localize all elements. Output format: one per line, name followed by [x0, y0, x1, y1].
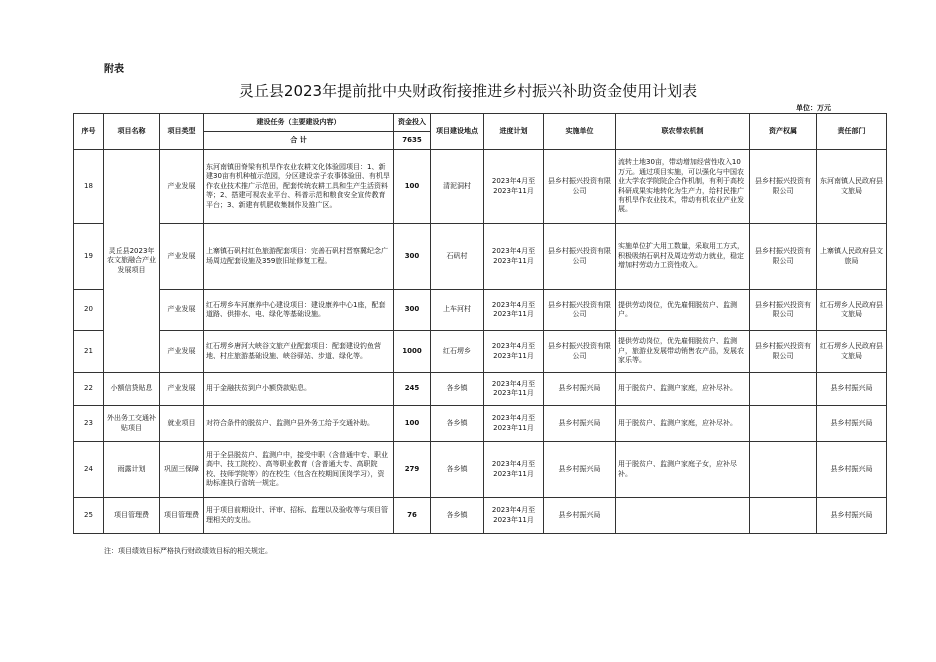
cell-department: 县乡村振兴局	[817, 498, 887, 534]
cell-implementer: 县乡村振兴局	[544, 406, 616, 442]
header-implementer: 实施单位	[544, 114, 616, 150]
cell-task: 对符合条件的脱贫户、监测户县外务工给予交通补助。	[204, 406, 394, 442]
cell-schedule: 2023年4月至2023年11月	[484, 406, 544, 442]
cell-ownership: 县乡村振兴投资有限公司	[750, 290, 817, 331]
cell-seq: 24	[74, 442, 104, 498]
cell-schedule: 2023年4月至2023年11月	[484, 442, 544, 498]
cell-type: 产业发展	[160, 224, 204, 290]
cell-implementer: 县乡村振兴投资有限公司	[544, 290, 616, 331]
header-seq: 序号	[74, 114, 104, 150]
total-label: 合 计	[204, 132, 394, 150]
page-title: 灵丘县2023年提前批中央财政衔接推进乡村振兴补助资金使用计划表	[238, 82, 698, 100]
cell-location: 各乡镇	[431, 498, 484, 534]
header-schedule: 进度计划	[484, 114, 544, 150]
cell-location: 各乡镇	[431, 406, 484, 442]
cell-location: 各乡镇	[431, 373, 484, 406]
cell-project-name: 外出务工交通补贴项目	[104, 406, 160, 442]
cell-type: 项目管理费	[160, 498, 204, 534]
header-department: 责任部门	[817, 114, 887, 150]
cell-department: 东河南镇人民政府县文旅局	[817, 150, 887, 224]
cell-ownership: 县乡村振兴投资有限公司	[750, 150, 817, 224]
cell-ownership	[750, 442, 817, 498]
cell-department: 红石塄乡人民政府县文旅局	[817, 331, 887, 373]
cell-mechanism: 流转土地30亩，带动增加经营性收入10万元。通过项目实施，可以强化与中国农业大学农学院院企合作机制，有利于高校科研成果实地转化为生产力，给村民推广有机旱作农业技术，带动有机农业产业发展。	[616, 150, 750, 224]
footnote: 注：项目绩效目标严格执行财政绩效目标的相关规定。	[104, 547, 272, 555]
cell-funds: 1000	[394, 331, 431, 373]
cell-type: 产业发展	[160, 331, 204, 373]
total-value: 7635	[394, 132, 431, 150]
cell-seq: 23	[74, 406, 104, 442]
cell-funds: 100	[394, 150, 431, 224]
header-task: 建设任务（主要建设内容）	[204, 114, 394, 132]
header-ownership: 资产权属	[750, 114, 817, 150]
cell-department: 县乡村振兴局	[817, 373, 887, 406]
cell-funds: 76	[394, 498, 431, 534]
cell-schedule: 2023年4月至2023年11月	[484, 331, 544, 373]
cell-implementer: 县乡村振兴局	[544, 498, 616, 534]
table-row	[74, 224, 887, 290]
table-row	[74, 498, 887, 534]
cell-task: 上寨镇石矾村红色旅游配套项目：完善石矾村晋察冀纪念广场周边配套设施及359旅旧址修复工程。	[204, 224, 394, 290]
cell-department: 红石塄乡人民政府县文旅局	[817, 290, 887, 331]
cell-schedule: 2023年4月至2023年11月	[484, 290, 544, 331]
table-row	[74, 290, 887, 331]
cell-funds: 245	[394, 373, 431, 406]
cell-task: 东河南镇田脊梁有机旱作农业农耕文化体验园项目：1、新建30亩有机种植示范园，分区建设亲子农事体验田、有机旱作农业技术推广示范田，配套传统农耕工具和生产生活资料等；2、搭建可视农业平台、科普示范和粮食安全宣传教育平台；3、新建有机肥收集制作及推广区。	[204, 150, 394, 224]
cell-schedule: 2023年4月至2023年11月	[484, 224, 544, 290]
cell-seq: 20	[74, 290, 104, 331]
cell-mechanism: 实施单位扩大用工数量，采取用工方式，积极吸纳石矾村及周边劳动力就业，稳定增加村劳动力工资性收入。	[616, 224, 750, 290]
table-row	[74, 442, 887, 498]
cell-funds: 300	[394, 224, 431, 290]
header-project-name: 项目名称	[104, 114, 160, 150]
cell-funds: 300	[394, 290, 431, 331]
cell-department: 上寨镇人民政府县文旅局	[817, 224, 887, 290]
cell-location: 上车河村	[431, 290, 484, 331]
cell-schedule: 2023年4月至2023年11月	[484, 150, 544, 224]
fund-plan-table	[73, 113, 887, 534]
cell-schedule: 2023年4月至2023年11月	[484, 373, 544, 406]
cell-funds: 279	[394, 442, 431, 498]
cell-type: 产业发展	[160, 290, 204, 331]
header-project-type: 项目类型	[160, 114, 204, 150]
cell-seq: 18	[74, 150, 104, 224]
cell-mechanism: 提供劳动岗位，优先雇佣脱贫户、监测户，旅游业发展带动销售农产品，发展农家乐等。	[616, 331, 750, 373]
cell-implementer: 县乡村振兴投资有限公司	[544, 224, 616, 290]
cell-seq: 22	[74, 373, 104, 406]
cell-task: 用于全县脱贫户、监测户中，接受中职（含普通中专、职业高中、技工院校）、高等职业教育（含普通大专、高职院校、技师学院等）的在校生（包含在校期间顶岗学习），资助标准执行省统一规定。	[204, 442, 394, 498]
cell-location: 石矾村	[431, 224, 484, 290]
header-location: 项目建设地点	[431, 114, 484, 150]
table-row	[74, 150, 887, 224]
cell-mechanism: 用于脱贫户、监测户家庭，应补尽补。	[616, 373, 750, 406]
cell-ownership	[750, 498, 817, 534]
cell-funds: 100	[394, 406, 431, 442]
unit-label: 单位：万元	[796, 104, 831, 112]
cell-department: 县乡村振兴局	[817, 442, 887, 498]
cell-ownership	[750, 373, 817, 406]
attachment-label: 附表	[104, 64, 124, 75]
cell-task: 红石塄乡车河康养中心建设项目：建设康养中心1座，配套道路、供排水、电、绿化等基础设施。	[204, 290, 394, 331]
cell-seq: 21	[74, 331, 104, 373]
cell-location: 清泥洞村	[431, 150, 484, 224]
cell-implementer: 县乡村振兴局	[544, 373, 616, 406]
cell-task: 红石塄乡唐河大峡谷文旅产业配套项目：配套建设钓鱼营地、村庄旅游基础设施、峡谷驿站、步道、绿化等。	[204, 331, 394, 373]
header-mechanism: 联农带农机制	[616, 114, 750, 150]
cell-project-name: 项目管理费	[104, 498, 160, 534]
cell-seq: 19	[74, 224, 104, 290]
cell-project-name: 小额信贷贴息	[104, 373, 160, 406]
cell-location: 红石塄乡	[431, 331, 484, 373]
cell-task: 用于金融扶贫到户小额贷款贴息。	[204, 373, 394, 406]
cell-mechanism: 提供劳动岗位，优先雇佣脱贫户、监测户。	[616, 290, 750, 331]
cell-ownership: 县乡村振兴投资有限公司	[750, 331, 817, 373]
cell-department: 县乡村振兴局	[817, 406, 887, 442]
header-funds: 资金投入	[394, 114, 431, 132]
cell-mechanism	[616, 498, 750, 534]
cell-type: 产业发展	[160, 373, 204, 406]
cell-project-name: 雨露计划	[104, 442, 160, 498]
cell-type: 巩固三保障	[160, 442, 204, 498]
cell-ownership	[750, 406, 817, 442]
cell-project-name: 灵丘县2023年农文旅融合产业发展项目	[104, 150, 160, 373]
cell-type: 就业项目	[160, 406, 204, 442]
cell-implementer: 县乡村振兴投资有限公司	[544, 331, 616, 373]
cell-implementer: 县乡村振兴投资有限公司	[544, 150, 616, 224]
cell-ownership: 县乡村振兴投资有限公司	[750, 224, 817, 290]
cell-seq: 25	[74, 498, 104, 534]
cell-schedule: 2023年4月至2023年11月	[484, 498, 544, 534]
cell-implementer: 县乡村振兴局	[544, 442, 616, 498]
cell-mechanism: 用于脱贫户、监测户家庭子女，应补尽补。	[616, 442, 750, 498]
cell-mechanism: 用于脱贫户、监测户家庭，应补尽补。	[616, 406, 750, 442]
cell-type: 产业发展	[160, 150, 204, 224]
table-row	[74, 373, 887, 406]
table-row	[74, 331, 887, 373]
table-row	[74, 406, 887, 442]
cell-task: 用于项目前期设计、评审、招标、监理以及验收等与项目管理相关的支出。	[204, 498, 394, 534]
cell-location: 各乡镇	[431, 442, 484, 498]
